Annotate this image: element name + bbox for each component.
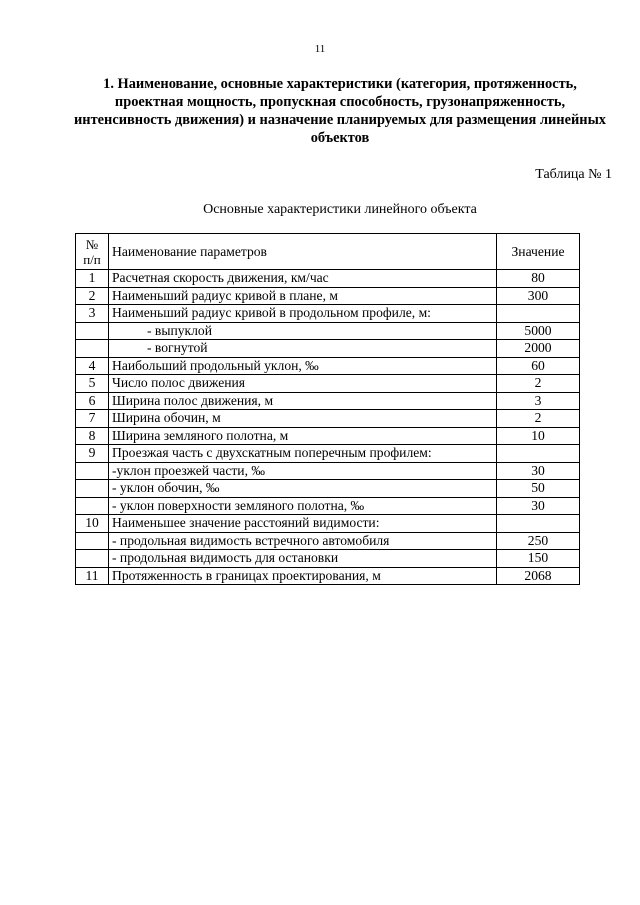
row-parameter: -уклон проезжей части, ‰ — [109, 462, 497, 480]
row-number: 6 — [76, 392, 109, 410]
table-row — [76, 392, 580, 410]
table-row — [76, 480, 580, 498]
row-value: 5000 — [497, 322, 580, 340]
table-row — [76, 462, 580, 480]
row-number: 3 — [76, 305, 109, 323]
page-number: 11 — [314, 43, 326, 55]
row-value — [497, 305, 580, 323]
row-value: 10 — [497, 427, 580, 445]
table-row — [76, 427, 580, 445]
row-number — [76, 462, 109, 480]
row-value: 250 — [497, 532, 580, 550]
row-parameter: Протяженность в границах проектирования, м — [109, 567, 497, 585]
row-parameter: Наибольший продольный уклон, ‰ — [109, 357, 497, 375]
table-row — [76, 550, 580, 568]
row-number: 8 — [76, 427, 109, 445]
row-number — [76, 480, 109, 498]
table-row — [76, 287, 580, 305]
row-number: 2 — [76, 287, 109, 305]
row-value: 30 — [497, 462, 580, 480]
row-parameter: Ширина полос движения, м — [109, 392, 497, 410]
header-value: Значение — [497, 234, 580, 270]
row-value: 30 — [497, 497, 580, 515]
row-value: 2 — [497, 410, 580, 428]
row-value — [497, 445, 580, 463]
row-value: 2 — [497, 375, 580, 393]
parameters-table — [75, 233, 580, 585]
row-parameter: Наименьший радиус кривой в плане, м — [109, 287, 497, 305]
table-row — [76, 305, 580, 323]
row-number — [76, 532, 109, 550]
row-value: 2068 — [497, 567, 580, 585]
row-parameter: Наименьшее значение расстояний видимости: — [109, 515, 497, 533]
row-parameter: - продольная видимость встречного автомобиля — [109, 532, 497, 550]
row-number: 11 — [76, 567, 109, 585]
row-number: 9 — [76, 445, 109, 463]
row-number: 5 — [76, 375, 109, 393]
row-parameter: - выпуклой — [109, 322, 497, 340]
row-number: 10 — [76, 515, 109, 533]
row-number — [76, 497, 109, 515]
table-row — [76, 515, 580, 533]
table-row — [76, 322, 580, 340]
row-parameter: - продольная видимость для остановки — [109, 550, 497, 568]
table-row — [76, 375, 580, 393]
table-row — [76, 340, 580, 358]
row-value: 150 — [497, 550, 580, 568]
table-row — [76, 532, 580, 550]
table-row — [76, 410, 580, 428]
table-row — [76, 270, 580, 288]
row-value: 300 — [497, 287, 580, 305]
header-parameter-name: Наименование параметров — [109, 234, 497, 270]
table-row — [76, 357, 580, 375]
row-value: 2000 — [497, 340, 580, 358]
row-parameter: Число полос движения — [109, 375, 497, 393]
row-parameter: Наименьший радиус кривой в продольном профиле, м: — [109, 305, 497, 323]
row-parameter: Проезжая часть с двухскатным поперечным профилем: — [109, 445, 497, 463]
row-value: 3 — [497, 392, 580, 410]
row-parameter: - вогнутой — [109, 340, 497, 358]
row-parameter: Ширина обочин, м — [109, 410, 497, 428]
row-number — [76, 322, 109, 340]
row-parameter: Ширина земляного полотна, м — [109, 427, 497, 445]
row-number — [76, 340, 109, 358]
row-value: 80 — [497, 270, 580, 288]
table-label: Таблица № 1 — [535, 167, 612, 182]
row-number: 4 — [76, 357, 109, 375]
row-value: 60 — [497, 357, 580, 375]
row-number: 7 — [76, 410, 109, 428]
header-number: № п/п — [76, 234, 109, 270]
row-parameter: - уклон обочин, ‰ — [109, 480, 497, 498]
section-heading: 1. Наименование, основные характеристики (категория, протяженность, проектная мощность, пропускная способность, грузонапряженность, интенсивность движения) и назначение планируемых для размещения линейных объектов — [74, 76, 606, 146]
table-row — [76, 497, 580, 515]
row-number — [76, 550, 109, 568]
row-value — [497, 515, 580, 533]
row-parameter: Расчетная скорость движения, км/час — [109, 270, 497, 288]
table-caption: Основные характеристики линейного объекта — [203, 202, 477, 217]
table-header-row — [76, 234, 580, 270]
table-row — [76, 567, 580, 585]
table-row — [76, 445, 580, 463]
row-number: 1 — [76, 270, 109, 288]
row-parameter: - уклон поверхности земляного полотна, ‰ — [109, 497, 497, 515]
row-value: 50 — [497, 480, 580, 498]
